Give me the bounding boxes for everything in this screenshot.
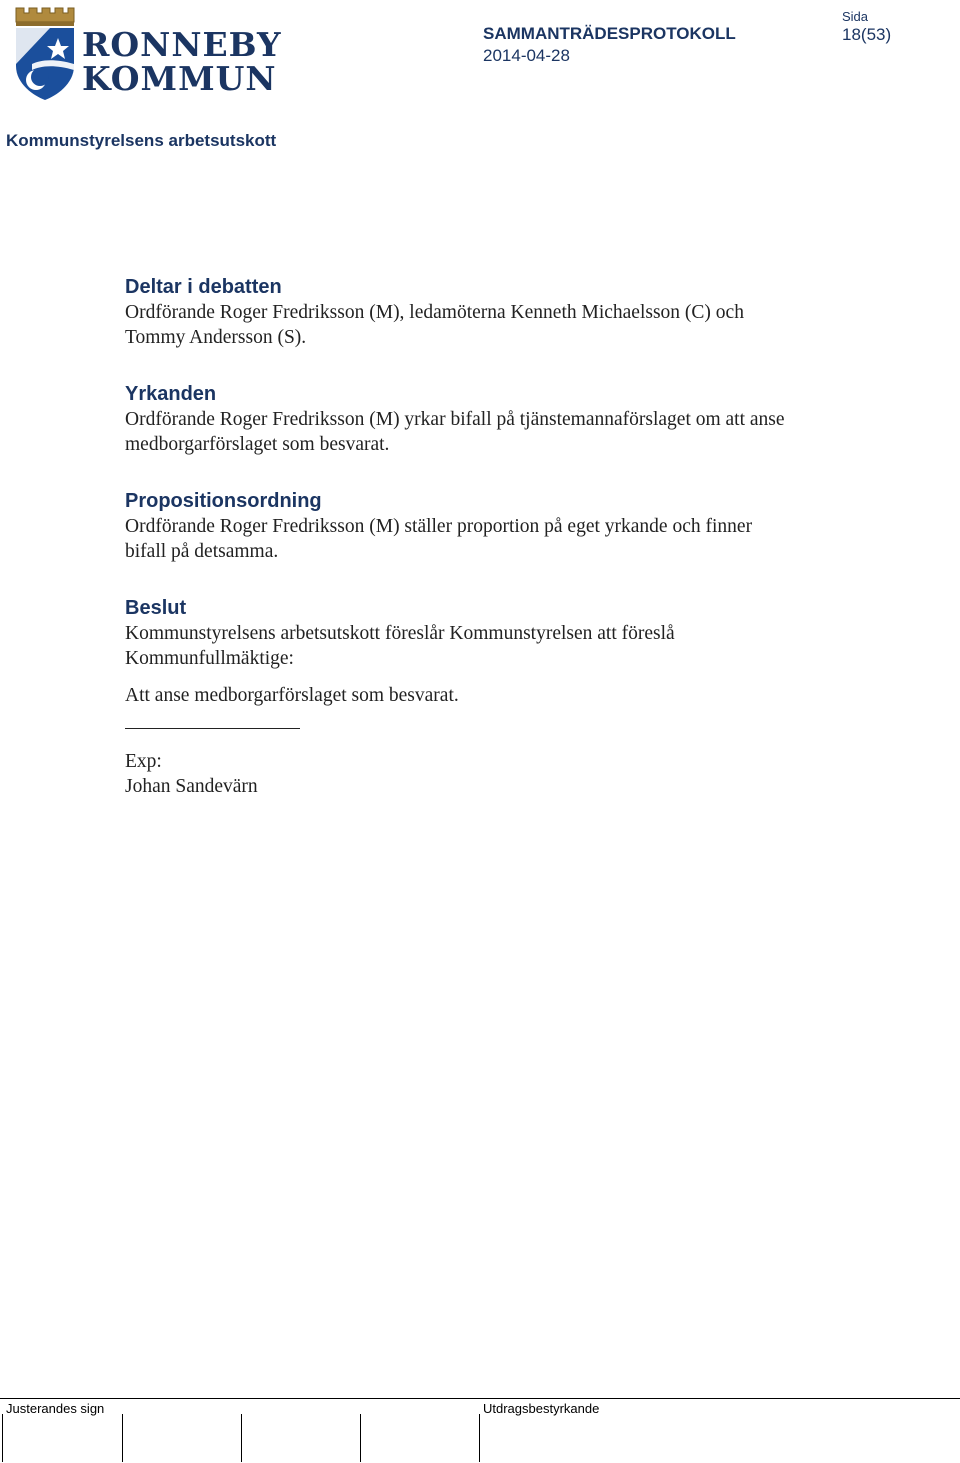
- divider: [125, 728, 300, 729]
- sign-label: Justerandes sign: [6, 1401, 105, 1416]
- order-section: [125, 488, 925, 564]
- decision-text-line1: Kommunstyrelsens arbetsutskott föreslår Kommunstyrelsen att föreslå: [125, 623, 675, 644]
- org-name-line1: RONNEBY: [82, 25, 282, 64]
- page-number: 18(53): [842, 25, 892, 44]
- motions-section: [125, 381, 925, 457]
- signature-field-divider: [122, 1414, 123, 1462]
- org-name-line2: KOMMUN: [82, 59, 277, 98]
- debate-text-line2: Tommy Andersson (S).: [125, 327, 307, 348]
- decision-text-line2: Kommunfullmäktige:: [125, 648, 294, 669]
- order-heading: Propositionsordning: [125, 490, 322, 512]
- motions-text-line1: Ordförande Roger Fredriksson (M) yrkar bifall på tjänstemannaförslaget om att anse: [125, 409, 785, 430]
- debate-text-line1: Ordförande Roger Fredriksson (M), ledamöterna Kenneth Michaelsson (C) och: [125, 302, 744, 323]
- order-text-line2: bifall på detsamma.: [125, 541, 279, 562]
- debate-section: [125, 274, 925, 350]
- document-title: SAMMANTRÄDESPROTOKOLL: [483, 24, 736, 43]
- minutes-body: [125, 274, 925, 799]
- motions-heading: Yrkanden: [125, 383, 217, 405]
- signature-field-divider: [479, 1414, 480, 1462]
- expedition-label: Exp:: [125, 751, 162, 772]
- coat-of-arms-icon: [10, 4, 80, 102]
- page-label: Sida: [842, 9, 869, 24]
- meeting-date: 2014-04-28: [483, 46, 570, 65]
- signature-field-divider: [2, 1414, 3, 1462]
- committee-name: Kommunstyrelsens arbetsutskott: [6, 131, 277, 150]
- municipality-logo: [10, 4, 282, 104]
- debate-heading: Deltar i debatten: [125, 276, 282, 298]
- signature-field-divider: [360, 1414, 361, 1462]
- signature-field-divider: [241, 1414, 242, 1462]
- decision-section: [125, 595, 925, 708]
- motions-text-line2: medborgarförslaget som besvarat.: [125, 434, 390, 455]
- order-text-line1: Ordförande Roger Fredriksson (M) ställer proportion på eget yrkande och finner: [125, 516, 753, 537]
- signature-footer: [0, 1398, 960, 1463]
- decision-heading: Beslut: [125, 597, 187, 619]
- expedition-name: Johan Sandevärn: [125, 776, 258, 797]
- decision-text-line3: Att anse medborgarförslaget som besvarat.: [125, 685, 459, 706]
- extract-label: Utdragsbestyrkande: [483, 1401, 600, 1416]
